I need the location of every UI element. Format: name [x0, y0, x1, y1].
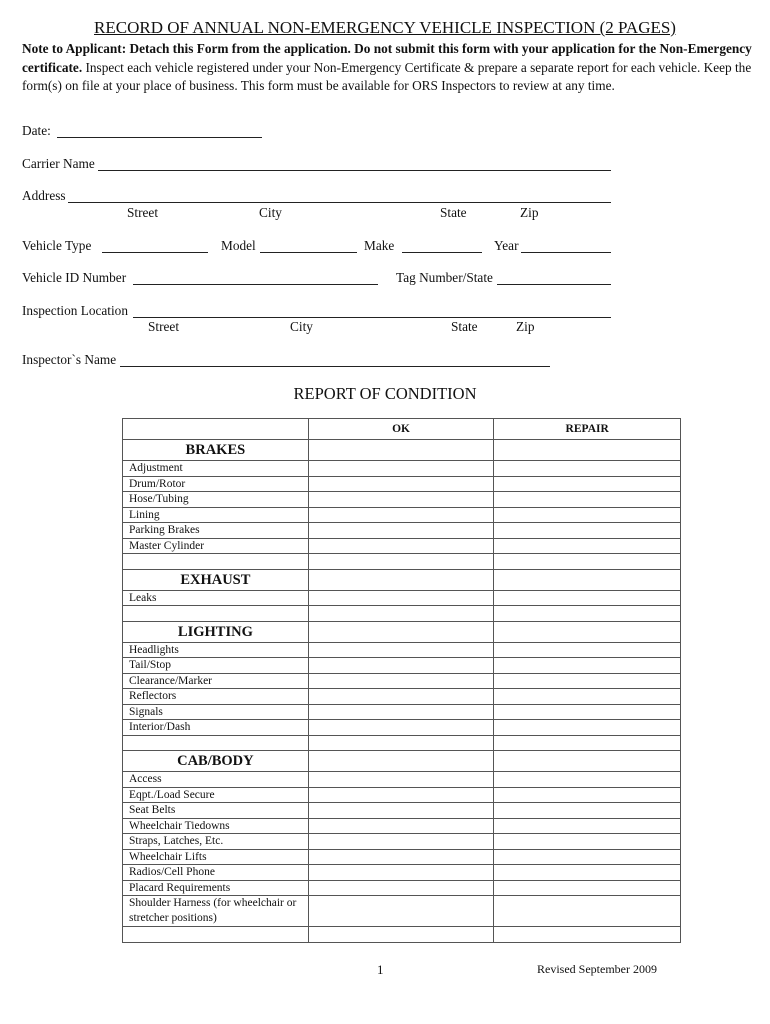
- item-label: Master Cylinder: [123, 538, 309, 554]
- repair-cell[interactable]: [494, 689, 681, 705]
- repair-cell[interactable]: [494, 880, 681, 896]
- section-row: [123, 751, 681, 772]
- item-label: Reflectors: [123, 689, 309, 705]
- repair-cell[interactable]: [494, 569, 681, 590]
- blank-row: [123, 554, 681, 570]
- table-row: [123, 772, 681, 788]
- repair-cell[interactable]: [494, 865, 681, 881]
- ok-cell[interactable]: [308, 440, 494, 461]
- vehicle-type-field[interactable]: [102, 252, 208, 253]
- note-bold-text: Detach this Form from the application. Do not submit this form with your application for the Non-Emergency certificate.: [22, 41, 752, 75]
- ok-cell[interactable]: [308, 461, 494, 477]
- address-state-caption: State: [440, 205, 467, 220]
- blank-cell[interactable]: [308, 554, 494, 570]
- address-street-caption: Street: [127, 205, 159, 220]
- page-number: 1: [377, 962, 384, 977]
- blank-cell: [123, 927, 309, 943]
- item-label: Headlights: [123, 642, 309, 658]
- table-row: [123, 787, 681, 803]
- condition-table: [122, 418, 681, 943]
- ok-cell[interactable]: [308, 689, 494, 705]
- table-row: [123, 865, 681, 881]
- ok-cell[interactable]: [308, 880, 494, 896]
- header-repair: REPAIR: [494, 419, 681, 440]
- ok-cell[interactable]: [308, 818, 494, 834]
- section-heading: BRAKES: [123, 440, 309, 461]
- inspector-name-label: Inspector`s Name: [22, 352, 117, 367]
- blank-cell[interactable]: [494, 554, 681, 570]
- table-row: [123, 818, 681, 834]
- repair-cell[interactable]: [494, 523, 681, 539]
- table-row: [123, 507, 681, 523]
- table-row: [123, 590, 681, 606]
- repair-cell[interactable]: [494, 461, 681, 477]
- ok-cell[interactable]: [308, 673, 494, 689]
- blank-cell: [123, 554, 309, 570]
- blank-cell[interactable]: [494, 606, 681, 622]
- item-label: Drum/Rotor: [123, 476, 309, 492]
- item-label: Adjustment: [123, 461, 309, 477]
- item-label: Access: [123, 772, 309, 788]
- revised-date: Revised September 2009: [537, 962, 657, 976]
- ok-cell[interactable]: [308, 787, 494, 803]
- blank-cell: [123, 606, 309, 622]
- item-label: Tail/Stop: [123, 658, 309, 674]
- ok-cell[interactable]: [308, 590, 494, 606]
- date-field[interactable]: [57, 137, 262, 138]
- vehicle-id-label: Vehicle ID Number: [22, 270, 127, 285]
- blank-row: [123, 606, 681, 622]
- report-title: REPORT OF CONDITION: [293, 384, 477, 403]
- repair-cell[interactable]: [494, 658, 681, 674]
- table-row: [123, 880, 681, 896]
- ok-cell[interactable]: [308, 772, 494, 788]
- ok-cell[interactable]: [308, 621, 494, 642]
- item-label: Leaks: [123, 590, 309, 606]
- ok-cell[interactable]: [308, 476, 494, 492]
- tag-number-field[interactable]: [497, 284, 611, 285]
- repair-cell[interactable]: [494, 896, 681, 927]
- repair-cell[interactable]: [494, 621, 681, 642]
- item-label: Seat Belts: [123, 803, 309, 819]
- blank-cell[interactable]: [494, 927, 681, 943]
- item-label: Lining: [123, 507, 309, 523]
- ok-cell[interactable]: [308, 642, 494, 658]
- repair-cell[interactable]: [494, 538, 681, 554]
- date-label: Date:: [22, 123, 51, 138]
- section-heading: LIGHTING: [123, 621, 309, 642]
- blank-cell: [123, 735, 309, 751]
- item-label: Parking Brakes: [123, 523, 309, 539]
- item-label: Hose/Tubing: [123, 492, 309, 508]
- section-row: [123, 569, 681, 590]
- section-heading: EXHAUST: [123, 569, 309, 590]
- carrier-name-label: Carrier Name: [22, 156, 95, 171]
- repair-cell[interactable]: [494, 507, 681, 523]
- note-text: Inspect each vehicle registered under your Non-Emergency Certificate & prepare a separate report for each vehicle. Keep the form(s) on file at your place of business. This form must be available for ORS Inspectors to review at any time.: [22, 59, 752, 93]
- ok-cell[interactable]: [308, 704, 494, 720]
- blank-cell[interactable]: [494, 735, 681, 751]
- note-label: Note to Applicant:: [22, 41, 127, 56]
- table-row: [123, 689, 681, 705]
- item-label: Shoulder Harness (for wheelchair or stretcher positions): [123, 896, 309, 927]
- ok-cell[interactable]: [308, 896, 494, 927]
- ok-cell[interactable]: [308, 492, 494, 508]
- repair-cell[interactable]: [494, 673, 681, 689]
- note-to-applicant: [22, 40, 752, 96]
- model-field[interactable]: [260, 252, 357, 253]
- year-field[interactable]: [521, 252, 611, 253]
- repair-cell[interactable]: [494, 772, 681, 788]
- address-city-caption: City: [259, 205, 282, 220]
- make-label: Make: [364, 238, 395, 253]
- location-state-caption: State: [451, 319, 478, 334]
- ok-cell[interactable]: [308, 865, 494, 881]
- table-row: [123, 492, 681, 508]
- blank-cell[interactable]: [308, 606, 494, 622]
- item-label: Clearance/Marker: [123, 673, 309, 689]
- ok-cell[interactable]: [308, 538, 494, 554]
- table-row: [123, 658, 681, 674]
- location-street-caption: Street: [148, 319, 180, 334]
- address-zip-caption: Zip: [520, 205, 539, 220]
- ok-cell[interactable]: [308, 803, 494, 819]
- vehicle-type-label: Vehicle Type: [22, 238, 92, 253]
- section-heading: CAB/BODY: [123, 751, 309, 772]
- ok-cell[interactable]: [308, 849, 494, 865]
- ok-cell[interactable]: [308, 523, 494, 539]
- table-row: [123, 720, 681, 736]
- item-label: Wheelchair Tiedowns: [123, 818, 309, 834]
- item-label: Interior/Dash: [123, 720, 309, 736]
- table-row: [123, 642, 681, 658]
- table-row: [123, 896, 681, 927]
- ok-cell[interactable]: [308, 658, 494, 674]
- blank-row: [123, 927, 681, 943]
- blank-cell[interactable]: [308, 927, 494, 943]
- repair-cell[interactable]: [494, 492, 681, 508]
- table-row: [123, 538, 681, 554]
- repair-cell[interactable]: [494, 818, 681, 834]
- repair-cell[interactable]: [494, 476, 681, 492]
- inspector-name-field[interactable]: [120, 366, 550, 367]
- model-label: Model: [221, 238, 256, 253]
- blank-cell[interactable]: [308, 735, 494, 751]
- repair-cell[interactable]: [494, 849, 681, 865]
- section-row: [123, 440, 681, 461]
- repair-cell[interactable]: [494, 834, 681, 850]
- repair-cell[interactable]: [494, 751, 681, 772]
- table-row: [123, 834, 681, 850]
- table-row: [123, 673, 681, 689]
- table-body: [123, 440, 681, 943]
- table-row: [123, 803, 681, 819]
- ok-cell[interactable]: [308, 751, 494, 772]
- table-row: [123, 523, 681, 539]
- year-label: Year: [494, 238, 519, 253]
- item-label: Placard Requirements: [123, 880, 309, 896]
- location-city-caption: City: [290, 319, 313, 334]
- make-field[interactable]: [402, 252, 482, 253]
- table-row: [123, 849, 681, 865]
- item-label: Wheelchair Lifts: [123, 849, 309, 865]
- ok-cell[interactable]: [308, 834, 494, 850]
- repair-cell[interactable]: [494, 787, 681, 803]
- vehicle-id-field[interactable]: [133, 284, 378, 285]
- table-row: [123, 461, 681, 477]
- location-zip-caption: Zip: [516, 319, 535, 334]
- address-label: Address: [22, 188, 66, 203]
- blank-row: [123, 735, 681, 751]
- header-ok: OK: [308, 419, 494, 440]
- repair-cell[interactable]: [494, 590, 681, 606]
- item-label: Radios/Cell Phone: [123, 865, 309, 881]
- table-header-row: [123, 419, 681, 440]
- inspection-location-field[interactable]: [133, 317, 611, 318]
- repair-cell[interactable]: [494, 440, 681, 461]
- item-label: Signals: [123, 704, 309, 720]
- table-row: [123, 704, 681, 720]
- table-row: [123, 476, 681, 492]
- carrier-name-field[interactable]: [98, 170, 611, 171]
- item-label: Straps, Latches, Etc.: [123, 834, 309, 850]
- section-row: [123, 621, 681, 642]
- repair-cell[interactable]: [494, 642, 681, 658]
- ok-cell[interactable]: [308, 569, 494, 590]
- repair-cell[interactable]: [494, 704, 681, 720]
- ok-cell[interactable]: [308, 720, 494, 736]
- inspection-location-label: Inspection Location: [22, 303, 128, 318]
- repair-cell[interactable]: [494, 720, 681, 736]
- header-item: [123, 419, 309, 440]
- repair-cell[interactable]: [494, 803, 681, 819]
- address-field[interactable]: [68, 202, 611, 203]
- tag-number-label: Tag Number/State: [396, 270, 493, 285]
- ok-cell[interactable]: [308, 507, 494, 523]
- form-title: RECORD OF ANNUAL NON-EMERGENCY VEHICLE INSPECTION (2 PAGES): [94, 18, 676, 37]
- item-label: Eqpt./Load Secure: [123, 787, 309, 803]
